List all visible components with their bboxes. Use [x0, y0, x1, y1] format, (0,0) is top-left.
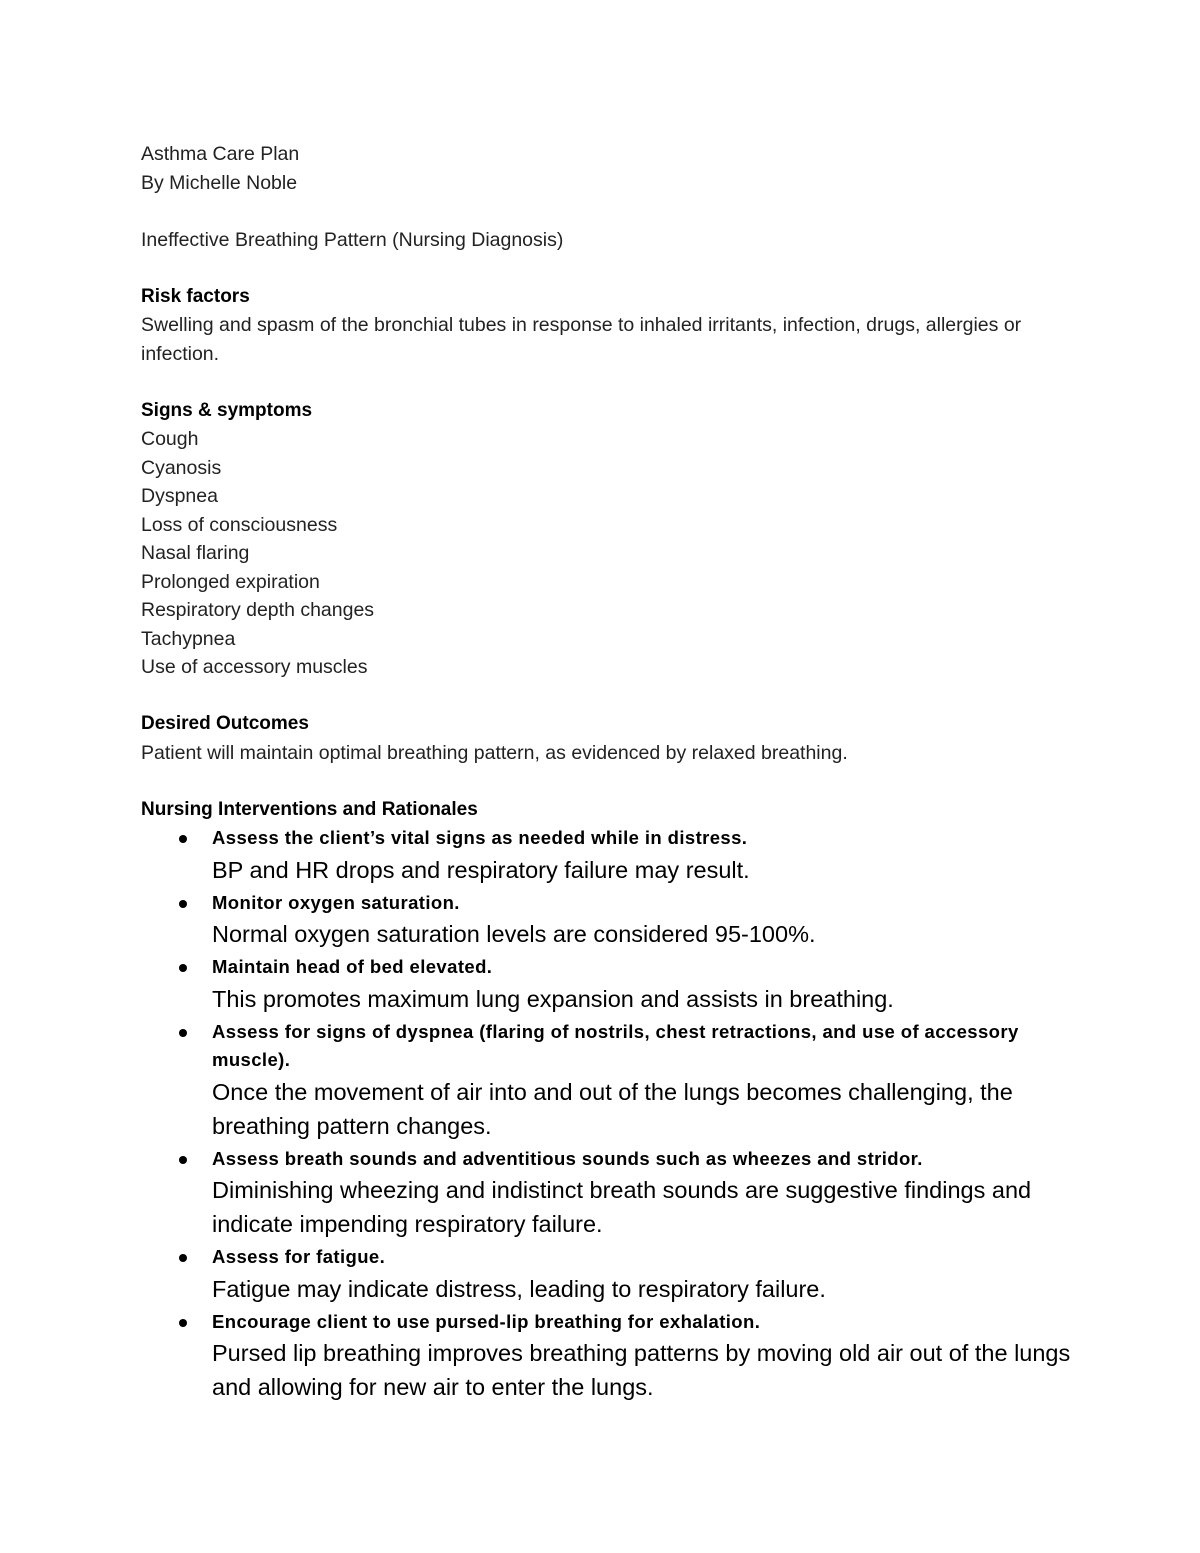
spacer — [141, 197, 1101, 226]
symptom-item: Cyanosis — [141, 456, 222, 479]
intervention-item — [141, 1243, 1101, 1308]
intervention-title: Monitor oxygen saturation. — [212, 891, 460, 913]
symptom-item: Dyspnea — [141, 485, 218, 507]
intervention-item — [141, 1145, 1101, 1244]
symptom-item: Use of accessory muscles — [141, 656, 368, 678]
bullet-icon — [179, 964, 187, 972]
spacer — [141, 682, 1101, 711]
nursing-diagnosis: Ineffective Breathing Pattern (Nursing Diagnosis) — [141, 228, 564, 251]
document-title: Asthma Care Plan — [141, 143, 300, 165]
desired-outcomes-heading: Desired Outcomes — [141, 713, 309, 734]
intervention-title: Maintain head of bed elevated. — [212, 956, 493, 977]
signs-symptoms-heading: Signs & symptoms — [141, 399, 313, 421]
symptom-item: Cough — [141, 428, 199, 450]
intervention-rationale: Once the movement of air into and out of the lungs becomes challenging, the breathing pattern changes. — [212, 1078, 1013, 1139]
bullet-icon — [179, 835, 187, 843]
intervention-rationale: BP and HR drops and respiratory failure may result. — [212, 856, 750, 883]
bullet-icon — [179, 1029, 187, 1037]
intervention-rationale: Diminishing wheezing and indistinct breath sounds are suggestive findings and indicate impending respiratory failure. — [212, 1177, 1032, 1237]
intervention-item — [141, 953, 1101, 1018]
desired-outcomes-text: Patient will maintain optimal breathing pattern, as evidenced by relaxed breathing. — [141, 741, 848, 764]
spacer — [141, 254, 1101, 283]
intervention-rationale: Pursed lip breathing improves breathing patterns by moving old air out of the lungs and allowing for new air to enter the lungs. — [212, 1340, 1071, 1400]
signs-symptoms-list — [141, 425, 1101, 682]
risk-factors-heading: Risk factors — [141, 285, 250, 307]
intervention-title: Assess for fatigue. — [212, 1246, 386, 1267]
spacer — [141, 767, 1101, 796]
intervention-title: Assess breath sounds and adventitious sounds such as wheezes and stridor. — [212, 1147, 923, 1169]
intervention-item — [141, 824, 1101, 889]
spacer — [141, 368, 1101, 397]
intervention-title: Assess the client’s vital signs as needed while in distress. — [212, 827, 748, 848]
intervention-rationale: This promotes maximum lung expansion and assists in breathing. — [212, 985, 894, 1012]
intervention-rationale: Normal oxygen saturation levels are considered 95-100%. — [212, 921, 816, 947]
bullet-icon — [179, 1254, 187, 1262]
bullet-icon — [179, 900, 187, 908]
intervention-rationale: Fatigue may indicate distress, leading to respiratory failure. — [212, 1275, 826, 1302]
document-page — [141, 140, 1101, 1406]
intervention-title: Assess for signs of dyspnea (flaring of nostrils, chest retractions, and use of accessory muscle). — [212, 1020, 1019, 1070]
intervention-title: Encourage client to use pursed-lip breathing for exhalation. — [212, 1310, 761, 1332]
bullet-icon — [179, 1319, 187, 1327]
intervention-item — [141, 889, 1101, 954]
interventions-heading: Nursing Interventions and Rationales — [141, 798, 478, 820]
bullet-icon — [179, 1156, 187, 1164]
symptom-item: Tachypnea — [141, 627, 236, 650]
intervention-item — [141, 1308, 1101, 1407]
document-author: By Michelle Noble — [141, 171, 298, 194]
intervention-item — [141, 1018, 1101, 1145]
symptom-item: Respiratory depth changes — [141, 599, 375, 621]
symptom-item: Loss of consciousness — [141, 513, 338, 536]
symptom-item: Prolonged expiration — [141, 570, 320, 593]
risk-factors-text: Swelling and spasm of the bronchial tubes in response to inhaled irritants, infection, drugs, allergies or infection. — [141, 314, 1022, 365]
symptom-item: Nasal flaring — [141, 542, 250, 564]
interventions-list — [141, 824, 1101, 1406]
